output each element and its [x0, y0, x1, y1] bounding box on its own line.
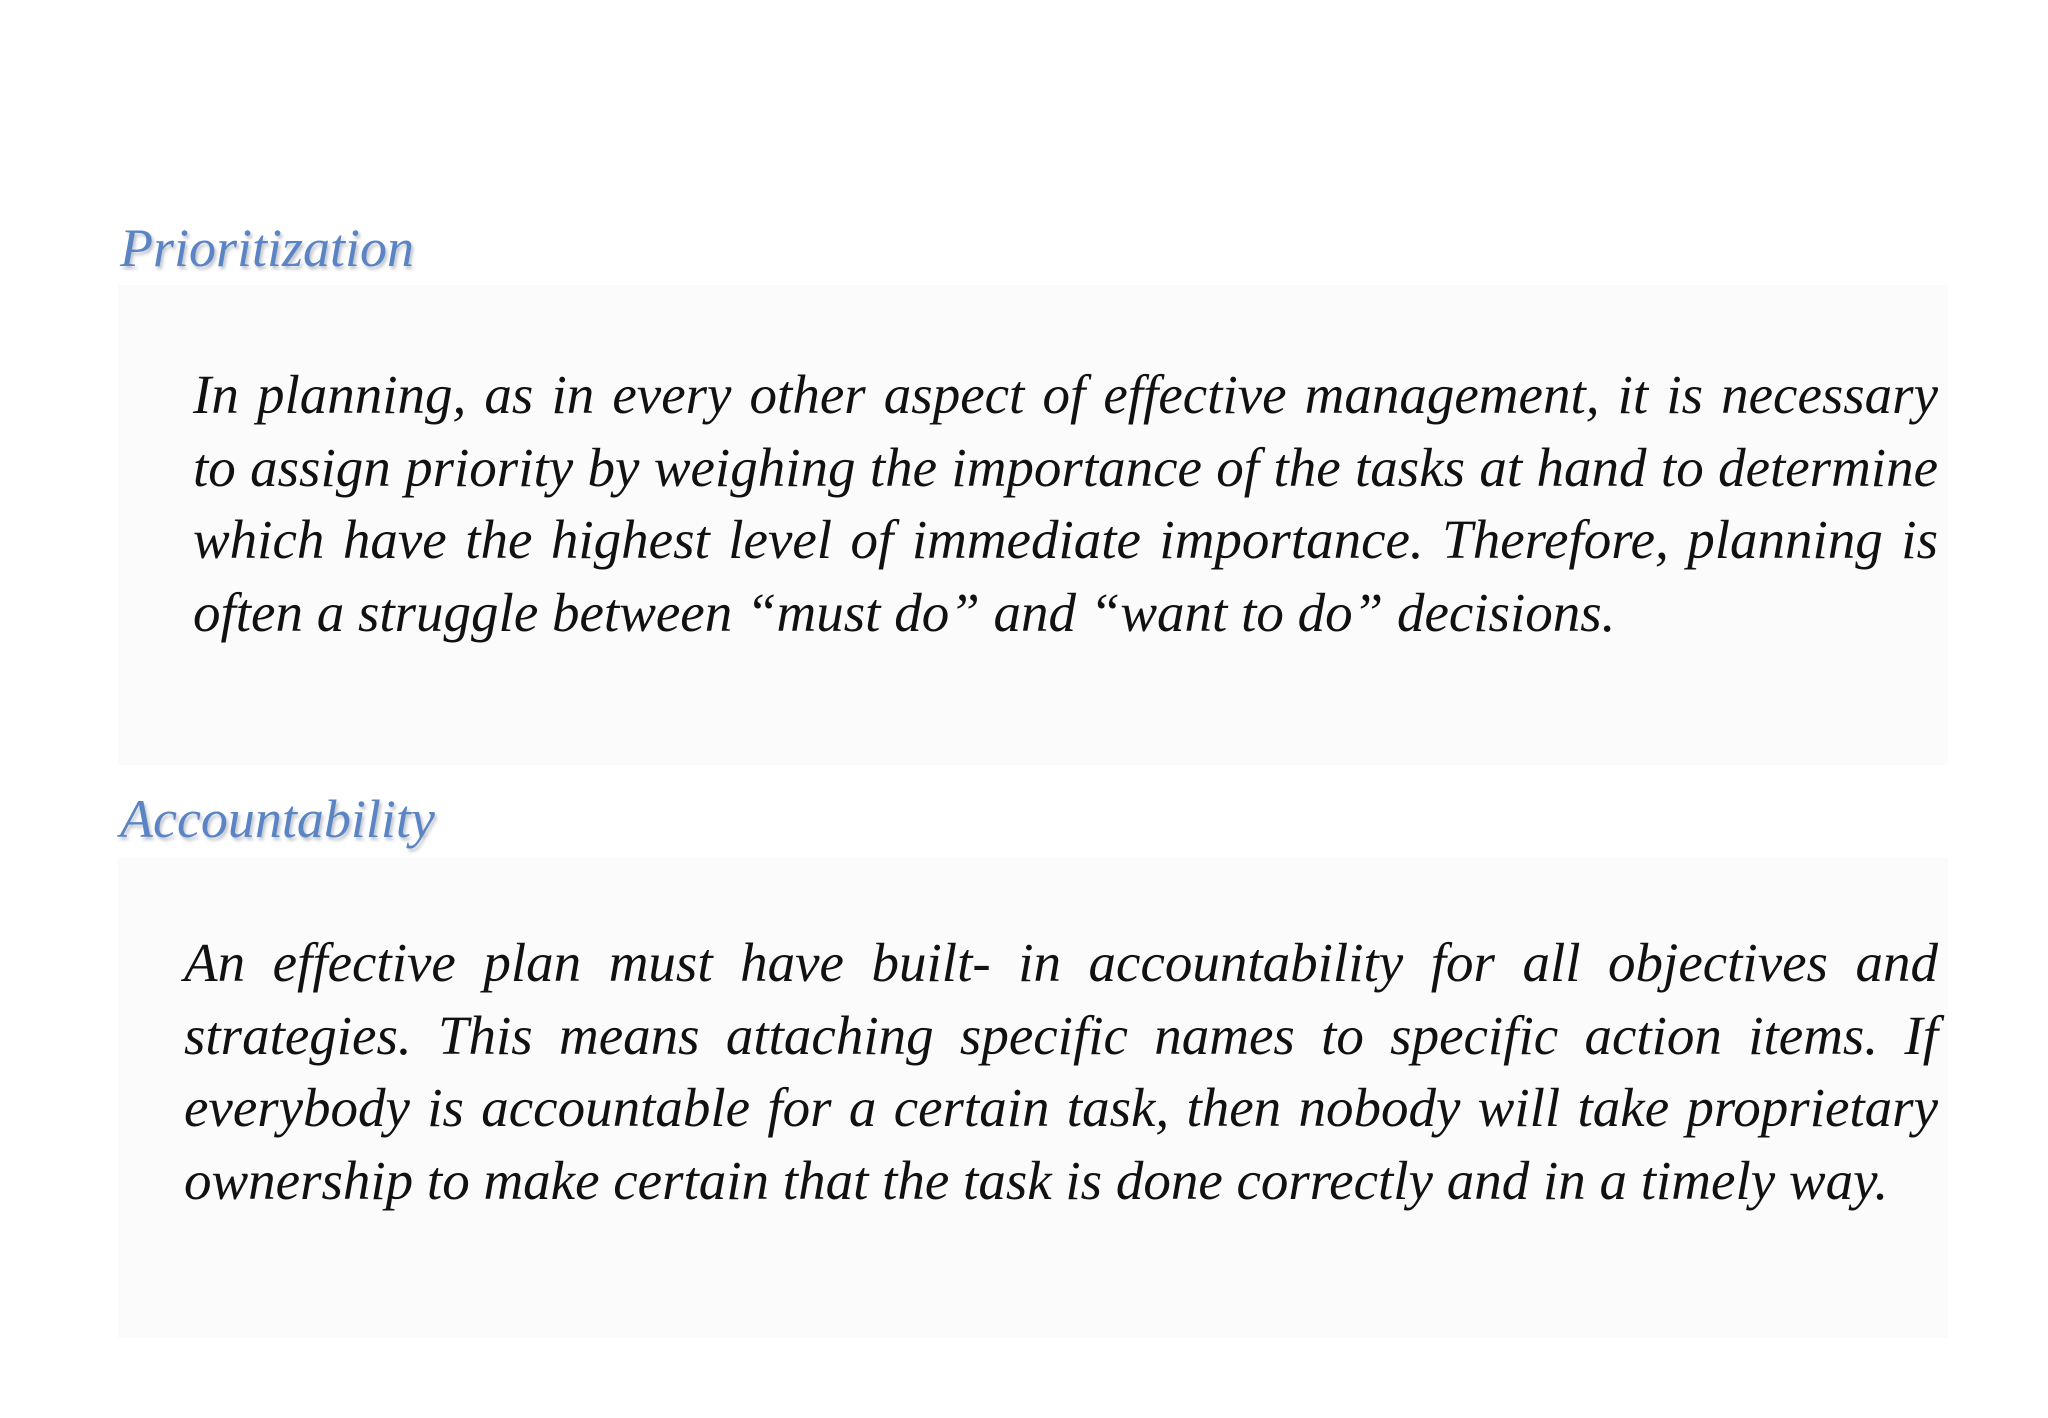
accountability-heading: Accountability	[120, 789, 435, 849]
prioritization-heading: Prioritization	[120, 218, 415, 278]
prioritization-paragraph: In planning, as in every other aspect of effective management, it is necessary to assign priority by weighing the importance of the tasks at hand to determine which have the highest level of immediate importance. Therefore, planning is often a struggle between “must do” and “want to do” decisions.	[193, 364, 1938, 643]
accountability-paragraph: An effective plan must have built- in accountability for all objectives and strategies. This means attaching specific names to specific action items. If everybody is accountable for a certain task, then nobody will take proprietary ownership to make certain that the task is done correctly and in a timely way.	[184, 932, 1938, 1211]
